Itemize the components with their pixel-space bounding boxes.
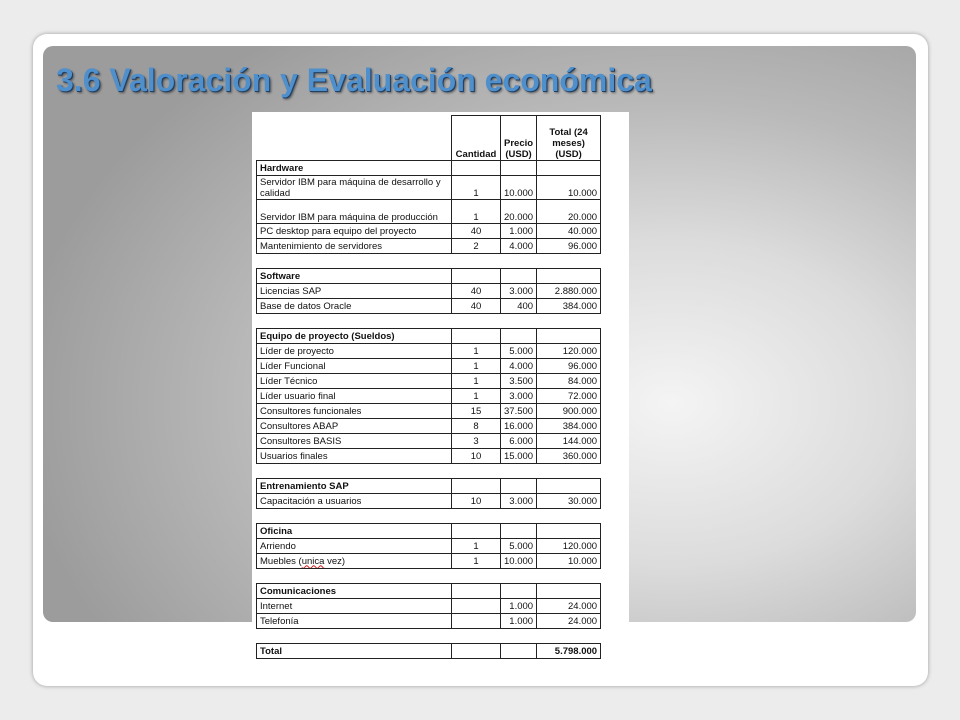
total-cell: 120.000: [537, 539, 601, 554]
total-cell: 900.000: [537, 404, 601, 419]
item-cell: Mantenimiento de servidores: [257, 239, 452, 254]
empty-cell: [501, 329, 537, 344]
price-cell: 10.000: [501, 176, 537, 200]
spellcheck-underline: unica: [301, 555, 325, 567]
empty-cell: [501, 269, 537, 284]
budget-table: [256, 115, 601, 659]
table-row: [257, 614, 601, 629]
empty-cell: [501, 161, 537, 176]
empty-cell: [452, 644, 501, 659]
table-row: [257, 299, 601, 314]
header-cantidad: Cantidad: [452, 116, 501, 161]
price-cell: 37.500: [501, 404, 537, 419]
item-cell: Licencias SAP: [257, 284, 452, 299]
price-cell: 3.500: [501, 374, 537, 389]
price-cell: 10.000: [501, 554, 537, 569]
spacer-row: [257, 464, 601, 479]
table-row: [257, 359, 601, 374]
header-blank-cell: [257, 116, 452, 161]
empty-cell: [537, 269, 601, 284]
section-header-row: [257, 524, 601, 539]
price-cell: 1.000: [501, 599, 537, 614]
empty-cell: [452, 161, 501, 176]
spacer-cell: [257, 569, 601, 584]
total-cell: 10.000: [537, 176, 601, 200]
section-header-row: [257, 479, 601, 494]
section-name: Equipo de proyecto (Sueldos): [257, 329, 452, 344]
table-row: [257, 389, 601, 404]
total-cell: 384.000: [537, 419, 601, 434]
empty-cell: [452, 329, 501, 344]
price-cell: 5.000: [501, 539, 537, 554]
item-cell: Servidor IBM para máquina de producción: [257, 200, 452, 224]
quantity-cell: 8: [452, 419, 501, 434]
spacer-cell: [257, 629, 601, 644]
item-cell: Internet: [257, 599, 452, 614]
item-cell: Consultores ABAP: [257, 419, 452, 434]
total-cell: 360.000: [537, 449, 601, 464]
quantity-cell: [452, 614, 501, 629]
item-cell: Líder de proyecto: [257, 344, 452, 359]
quantity-cell: 1: [452, 374, 501, 389]
item-cell: Líder Técnico: [257, 374, 452, 389]
quantity-cell: 1: [452, 200, 501, 224]
total-cell: 144.000: [537, 434, 601, 449]
quantity-cell: 1: [452, 359, 501, 374]
empty-cell: [501, 479, 537, 494]
section-name: Oficina: [257, 524, 452, 539]
price-cell: 4.000: [501, 359, 537, 374]
total-cell: 84.000: [537, 374, 601, 389]
quantity-cell: 1: [452, 176, 501, 200]
quantity-cell: 1: [452, 539, 501, 554]
quantity-cell: 40: [452, 284, 501, 299]
empty-cell: [501, 584, 537, 599]
section-header-row: [257, 584, 601, 599]
section-header-row: [257, 329, 601, 344]
spacer-cell: [257, 464, 601, 479]
price-cell: 15.000: [501, 449, 537, 464]
empty-cell: [452, 524, 501, 539]
quantity-cell: 1: [452, 344, 501, 359]
table-row: [257, 374, 601, 389]
empty-cell: [537, 329, 601, 344]
table-row: [257, 176, 601, 200]
table-row: [257, 434, 601, 449]
section-header-row: [257, 161, 601, 176]
empty-cell: [537, 524, 601, 539]
price-cell: 400: [501, 299, 537, 314]
empty-cell: [537, 161, 601, 176]
quantity-cell: 1: [452, 389, 501, 404]
total-cell: 30.000: [537, 494, 601, 509]
table-row: [257, 539, 601, 554]
table-row: [257, 284, 601, 299]
quantity-cell: 10: [452, 449, 501, 464]
spacer-row: [257, 629, 601, 644]
price-cell: 20.000: [501, 200, 537, 224]
price-cell: 3.000: [501, 284, 537, 299]
quantity-cell: 3: [452, 434, 501, 449]
empty-cell: [501, 524, 537, 539]
total-cell: 40.000: [537, 224, 601, 239]
total-cell: 20.000: [537, 200, 601, 224]
quantity-cell: 15: [452, 404, 501, 419]
total-cell: 120.000: [537, 344, 601, 359]
header-total: Total (24 meses) (USD): [537, 116, 601, 161]
item-cell: Consultores BASIS: [257, 434, 452, 449]
price-cell: 5.000: [501, 344, 537, 359]
table-row: [257, 419, 601, 434]
grand-total-value: 5.798.000: [537, 644, 601, 659]
quantity-cell: 1: [452, 554, 501, 569]
total-cell: 24.000: [537, 614, 601, 629]
table-row: [257, 404, 601, 419]
item-cell: Arriendo: [257, 539, 452, 554]
total-cell: 2.880.000: [537, 284, 601, 299]
empty-cell: [501, 644, 537, 659]
spacer-cell: [257, 254, 601, 269]
price-cell: 1.000: [501, 614, 537, 629]
item-cell: Consultores funcionales: [257, 404, 452, 419]
item-cell: Servidor IBM para máquina de desarrollo y calidad: [257, 176, 452, 200]
price-cell: 1.000: [501, 224, 537, 239]
section-name: Software: [257, 269, 452, 284]
total-cell: 24.000: [537, 599, 601, 614]
total-label: Total: [257, 644, 452, 659]
section-name: Hardware: [257, 161, 452, 176]
spacer-row: [257, 509, 601, 524]
table-row: [257, 599, 601, 614]
table-header-row: [257, 116, 601, 161]
header-precio: Precio (USD): [501, 116, 537, 161]
spacer-row: [257, 569, 601, 584]
price-cell: 16.000: [501, 419, 537, 434]
spacer-row: [257, 314, 601, 329]
item-cell: Base de datos Oracle: [257, 299, 452, 314]
spacer-cell: [257, 509, 601, 524]
table-row: [257, 494, 601, 509]
spreadsheet-image: [252, 112, 629, 668]
spacer-cell: [257, 314, 601, 329]
price-cell: 3.000: [501, 389, 537, 404]
empty-cell: [452, 269, 501, 284]
quantity-cell: 2: [452, 239, 501, 254]
item-cell: Líder usuario final: [257, 389, 452, 404]
table-row: [257, 344, 601, 359]
quantity-cell: [452, 599, 501, 614]
grand-total-row: [257, 644, 601, 659]
item-cell: Capacitación a usuarios: [257, 494, 452, 509]
section-header-row: [257, 269, 601, 284]
total-cell: 72.000: [537, 389, 601, 404]
item-cell: Muebles (unica vez): [257, 554, 452, 569]
price-cell: 4.000: [501, 239, 537, 254]
quantity-cell: 40: [452, 299, 501, 314]
empty-cell: [537, 584, 601, 599]
table-row: [257, 239, 601, 254]
empty-cell: [537, 479, 601, 494]
item-cell: PC desktop para equipo del proyecto: [257, 224, 452, 239]
table-row: [257, 554, 601, 569]
table-row: [257, 449, 601, 464]
empty-cell: [452, 479, 501, 494]
table-row: [257, 200, 601, 224]
price-cell: 3.000: [501, 494, 537, 509]
section-name: Entrenamiento SAP: [257, 479, 452, 494]
item-cell: Usuarios finales: [257, 449, 452, 464]
quantity-cell: 40: [452, 224, 501, 239]
total-cell: 10.000: [537, 554, 601, 569]
budget-table-body: [257, 116, 601, 659]
spacer-row: [257, 254, 601, 269]
slide-title: 3.6 Valoración y Evaluación económica: [56, 62, 652, 98]
empty-cell: [452, 584, 501, 599]
price-cell: 6.000: [501, 434, 537, 449]
total-cell: 96.000: [537, 359, 601, 374]
item-cell: Líder Funcional: [257, 359, 452, 374]
quantity-cell: 10: [452, 494, 501, 509]
total-cell: 384.000: [537, 299, 601, 314]
section-name: Comunicaciones: [257, 584, 452, 599]
item-cell: Telefonía: [257, 614, 452, 629]
total-cell: 96.000: [537, 239, 601, 254]
table-row: [257, 224, 601, 239]
